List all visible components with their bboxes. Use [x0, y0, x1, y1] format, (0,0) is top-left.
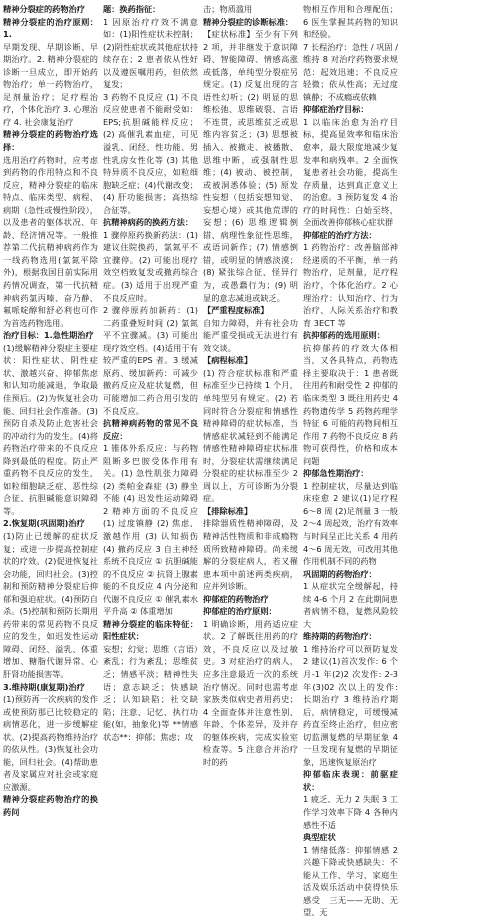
body-paragraph: 1 骤停原药换新药法：(1) 建议住院换药，氯氮平不宜骤停。(2) 可能出现疗效空档致复发或撤药综合症。(3) 适用于出现严重不良反应时。 — [103, 229, 198, 303]
body-paragraph: 1 药物治疗：改善脑部神经递质的不平衡，单一药物治疗，足剂量，足疗程治疗，个体化治疗。2 心理治疗：认知治疗、行为治疗、人际关系治疗和教育 3ECT 等 — [303, 242, 398, 328]
text-column-4 — [303, 3, 398, 918]
body-paragraph: 1 疲乏、无力 2 失眠 3 工作学习效率下降 4 各种内感性不适 — [303, 794, 398, 830]
body-paragraph: 1 从症状完全缓解起，持续 4-6 个月 2 在此期间患者病情不稳，复燃风险较大 — [303, 581, 398, 629]
section-heading: 抑郁症的药物治疗 — [203, 593, 269, 604]
section-heading: 精神分裂症药物治疗的换药问 — [3, 794, 98, 817]
section-heading: 抑郁症的治疗方法： — [303, 229, 377, 240]
body-paragraph: 【症状标准】至少有下列 2 项，并非继发于意识障碍、智能障碍、情感高涨或低落，单纯型分裂症另规定。(1) 反复出现的言语性幻听；(2) 明显的思维松弛、思维破裂、言语不连贯，或思维贫乏或思维内容贫乏；(3) 思想被插入、被撤走、被播散、思维中断，或强制性思维；(4) 被动、被控制，或被洞悉体验；(5) 原发性妄想（包括妄想知觉、妄想心境）或其他荒谬的妄想；(6) 思维逻辑倒错、病理性象征性思维，或语词新作；(7) 情感倒错，或明显的情感淡漠；(8) 紧张综合征、怪异行为，或愚蠢行为；(9) 明显的意志减退或缺乏。 — [203, 29, 298, 303]
section-heading: 抑郁症的治疗原则： — [203, 606, 277, 617]
section-heading: 【排除标准】 — [203, 505, 253, 516]
section-heading: 巩固期的药物治疗： — [303, 568, 377, 579]
body-paragraph: 3 药物不良反应 (1) 不良反应使患者不能耐受如：EPS;抗胆碱能样反应；(2) 高催乳素血症，可见溢乳、闭经、性功能、男性乳房女性化等 (3) 其他特异质不良反应，如粒细胞缺乏症；(4)代谢改变；(4) 肝功能损害；高热综合征等。 — [103, 91, 198, 215]
section-heading: 维持期的药物治疗： — [303, 631, 377, 642]
section-heading: 精神分裂症的治疗原则：1. — [3, 16, 98, 40]
section-heading: 精神分裂症的药物治疗 — [3, 4, 85, 14]
text-column-3 — [203, 3, 298, 767]
body-paragraph: 物相互作用和合理配伍；6 医生掌握其药物的知识和经验。 — [303, 4, 398, 40]
section-heading: 抗精神病药物的常见不良反应： — [103, 418, 198, 441]
section-heading: 精神分裂症的临床特征：阳性症状： — [103, 618, 198, 642]
body-paragraph: 自知力障碍，并有社会功能严重受损或无法进行有效交谈。 — [203, 317, 298, 353]
body-paragraph: 1 因原治疗疗效不满意如：(1)阳性症状未控制；(2)阴性症状或其他症状持续存在；2 患者依从性好以及遵医嘱用药，但依然复发； — [103, 16, 198, 90]
body-paragraph: 1 以临床治愈为治疗目标，提高显效率和临床治愈率，最大限度地减少复发率和病残率。2 全面恢复患者社会功能，提高生存质量，达到真正意义上的治愈。3 预防复发 4 治疗的时间性：白始至终，全面改善抑郁核心症状群 — [303, 116, 398, 228]
section-heading: 【严重程度标准】 — [203, 305, 269, 316]
body-paragraph: 选用治疗药物时，应考虑到药物的作用特点和不良反应，精神分裂症的临床特点、临床类型、病程、病期（急性或慢性阶段），以及患者的躯体状况、年龄、经济情况等。一般推荐第二代抗精神病药作为一线药物选用(氯氮平除外)，根据我国目前实际用药情况调查，第一代抗精神病药氯丙嗪、奋乃静、氟哌啶醇和舒必利也可作为首选药物选用。 — [3, 154, 98, 328]
section-heading: 抗精神病药的换药方法： — [103, 217, 194, 228]
body-paragraph: 1 维持治疗可以预防复发 2 建议(1)首次发作: 6 个月-1 年(2)2 次发作: 2-3 年(3)02 次以上的发作: 长期治疗 3 维持治疗期后，病情稳定，可缓慢减药直至终止治疗，但应密切监测复燃的早期征象 4 一旦发现有复燃的早期征象，迅速恢复原治疗 — [303, 643, 398, 767]
body-paragraph: 妄想；幻觉；思维（言语）紊乱；行为紊乱；思维贫乏；情感平淡；精神性失语；意志缺乏；快感缺乏；认知缺陷；社交缺陷；注意、记忆、执行功能(如，抽象化)等 **情感状态**：抑郁；焦虑；攻 — [103, 643, 198, 742]
body-paragraph: 排除器质性精神障碍，及精神活性物质和非成瘾物质所致精神障碍。尚未缓解的分裂症病人，若又罹患本项中前述两类疾病，应并列诊断。 — [203, 518, 298, 592]
section-heading: 精神分裂症的药物治疗选择： — [3, 129, 98, 153]
section-heading: 治疗目标：1.急性期治疗 — [3, 330, 94, 341]
body-paragraph: 7 长程治疗：急性 / 巩固 / 维持 8 对治疗药物要求规范：起效迅速；不良反应轻微；依从性高；无过度镇静；不成瘾或依赖 — [303, 41, 398, 102]
section-heading: 题：换药指征： — [103, 4, 161, 14]
section-heading: 抑郁症治疗目标： — [303, 104, 369, 115]
section-heading: 精神分裂症的诊断标准： — [203, 16, 294, 27]
section-heading: 【病程标准】 — [203, 355, 253, 366]
body-paragraph: (1)预防再一次疾病的发作或使预防那已比较稳定的病情恶化，进一步缓解症状。(2)提高药物维持治疗的依从性。(3)恢复社会功能，回归社会。(4)帮助患者及家属应对社会或家庭应激源。 — [3, 694, 98, 792]
body-paragraph: (1) 符合症状标准和严重标准至少已持续 1 个月，单纯型另有规定。(2) 若同时符合分裂症和情感性精神障碍的症状标准，当情感症状减轻到不能满足情感性精神障碍症状标准时，分裂症状需继续满足分裂症的症状标准至少 2 周以上，方可诊断为分裂症。 — [203, 367, 298, 504]
body-paragraph: 击；物质滥用 — [203, 4, 253, 14]
body-paragraph: (1)防止已缓解的症状反复；或进一步提高控制症状的疗效。(2)促进恢复社会功能，回归社会。(3)控制和预防精神分裂症后抑郁和强迫症状。(4)预防自杀。(5)控制和预防长期用药带来的常见药物不良反应的发生，如迟发性运动障碍、闭经、溢乳、体重增加、糖脂代谢异常、心肝肾功能损害等。 — [3, 530, 98, 679]
body-paragraph: 早期发现、早期诊断、早期治疗。2. 精神分裂症的诊断一旦成立，即开始药物治疗；单一药物治疗，足剂量治疗；足疗程治疗，个体化治疗 3. 心理治疗 4. 社会康复治疗 — [3, 41, 98, 127]
section-heading: 抑郁临床表现：前驱症状： — [303, 769, 398, 792]
body-paragraph: 1 锥体外系反应：与药物阻断多巴胺受体作用有关。(1) 急性肌张力障碍 (2) 类帕金森症 (3) 静坐不能 (4) 迟发性运动障碍 2 精神方面的不良反应 (1) 过度镇静 (2) 焦虑、激越作用 (3) 认知损伤 (4) 撤药反应 3 自主神经系统不良反应 ① 抗胆碱能的不良反应 ② 抗肾上腺素能的不良反应 4 内分泌和代谢不良反应 ① 催乳素水平升高 ② 体重增加 — [103, 443, 198, 617]
section-heading: 抗抑郁药的选用原则： — [303, 330, 385, 341]
body-paragraph: 抗抑郁药的疗效大体相当，又各具特点，药物选择主要取决于：1 患者既往用药和耐受性 2 抑郁的临床类型 3 既往用药史 4 药物遗传学 5 药物药理学特征 6 可能的药物间相互作用 7 药物不良反应 8 药物可获得性，价格和成本问题 — [303, 342, 398, 466]
body-paragraph: (1)缓解精神分裂症主要症状：阳性症状、阴性症状、激越兴奋、抑郁焦虑和认知功能减退，争取最佳预后。(2)为恢复社会功能、回归社会作准备。(3)预防自杀及防止危害社会的冲动行为的发生。(4)将药物治疗带来的不良反应降到最低的程度。防止严重药物不良反应的发生，如粒细胞缺乏症、恶性综合征、抗胆碱能意识障碍等。 — [3, 342, 98, 516]
text-column-2 — [103, 3, 198, 742]
text-column-1 — [3, 3, 98, 817]
section-heading: 3.维持期(康复期)治疗 — [3, 681, 85, 692]
section-heading: 2.恢复期(巩固期)治疗 — [3, 518, 85, 529]
section-heading: 抑郁急性期治疗： — [303, 468, 369, 479]
body-paragraph: 1 控制症状，尽量达到临床痊愈 2 建议(1)足疗程 6～8 周 (2)足剂量 3 一般 2～4 周起效，治疗有效率与时间呈正比关系 4 用药 4～6 周无效，可改用其他作用机制不同的药物 — [303, 480, 398, 567]
body-paragraph: 1 情绪低落：抑郁情感 2 兴趣下降或快感缺失：不能从工作、学习、家庭生活及娱乐活动中获得快乐感受 三无——无助、无望、无 — [303, 844, 398, 918]
section-heading: 典型症状 — [303, 832, 336, 843]
body-paragraph: 2 骤停原药加新药：(1) 二药重叠短时间 (2) 氯氮平不宜骤减。(3) 可能出现疗效空档。(4)适用于有较严重的EPS 者。3 缓减原药、缓加新药：可减少撤药反应及症状复燃，但可能增加二药合用引发的不良反应。 — [103, 305, 198, 416]
body-paragraph: 1 明确诊断，用药适应症状。2 了解既往用药的疗效，不良反应以及过敏史。3 对症治疗的病人，应多注意最近一次的系统治疗情况。同时也需考虑家族类似病史者用药史；4 全面查体并注意性别、年龄、个体差异，及并存的躯体疾病，完成实验室检查等。5 注意合并治疗时的药 — [203, 618, 298, 767]
